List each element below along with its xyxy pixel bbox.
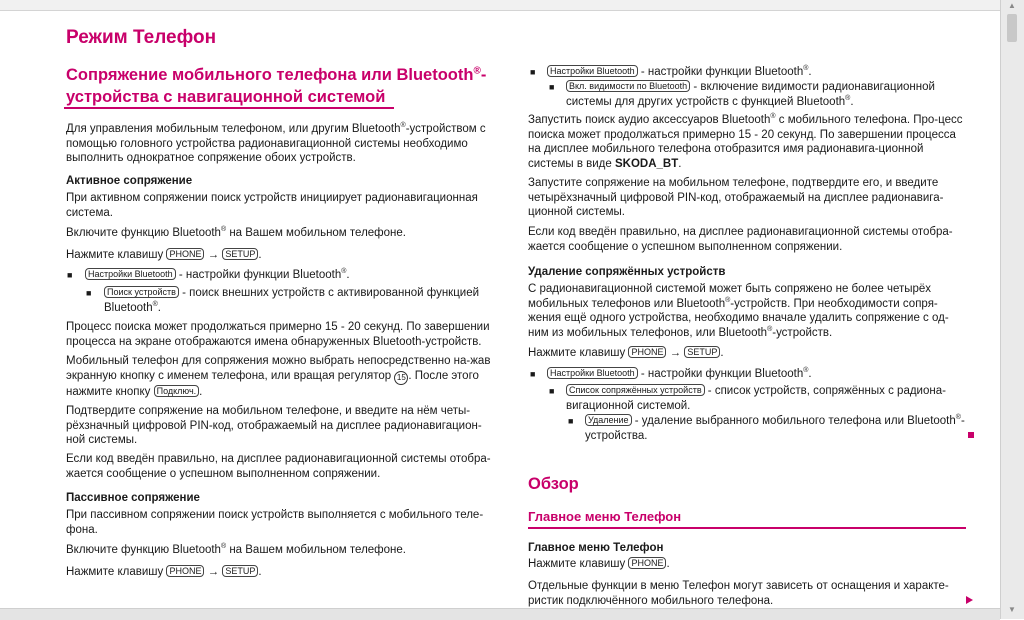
delete-devices-heading: Удаление сопряжённых устройств [528,266,726,278]
list-item: Список сопряжённых устройств - список устройств, сопряжённых с радиона-вигационной системой. [566,385,946,412]
phone-key: PHONE [628,557,666,569]
vertical-scrollbar[interactable] [1000,0,1024,619]
functions-paragraph: Отдельные функции в меню Телефон могут зависеть от оснащения и характе-ристик подключённого мобильного телефона. [528,580,949,607]
start-pairing-paragraph: Запустите сопряжение на мобильном телефоне, подтвердите его, и введите четырёхзначный цифровой PIN-код, отображаемый на дисплее радионавига-ционной системы. [528,177,944,218]
active-pairing-paragraph: При активном сопряжении поиск устройств инициирует радионавигационная система. [66,192,478,219]
scroll-down-icon[interactable]: ▼ [1008,605,1016,614]
bullet-square-icon: ■ [530,67,536,77]
pairing-success-paragraph-2: Если код введён правильно, на дисплее радионавигационной системы отобра-жается сообщение о успешном выполненном сопряжении. [528,226,953,253]
select-phone-paragraph: Мобильный телефон для сопряжения можно выбрать непосредственно на-жав экранную кнопку с именем телефона, или вращая регулятор 15 . После этого нажмите кнопку Подключ. . [66,355,491,398]
list-item: Настройки Bluetooth - настройки функции Bluetooth®. [547,367,967,382]
scroll-up-icon[interactable]: ▲ [1008,1,1016,10]
horizontal-scrollbar[interactable] [0,608,1000,620]
overview-heading: Обзор [528,475,579,493]
list-item: Поиск устройств - поиск внешних устройств с активированной функцией Bluetooth®. [104,287,480,314]
delete-devices-paragraph: С радионавигационной системой может быть сопряжено не более четырёх мобильных телефонов или Bluetooth®-устройств. При необходимости сопря-жения ещё одного устройства, необходимо вначале удалить сопряжение с од-ним из мобильных телефонов, или Bluetooth®-устройств. [528,283,949,339]
search-duration-paragraph: Процесс поиска может продолжаться примерно 15 - 20 секунд. По завершении процесса на экране отображаются имена обнаруженных Bluetooth-устройств. [66,321,490,348]
bullet-square-icon: ■ [549,386,555,396]
main-menu-underline [528,527,966,529]
phone-key: PHONE [166,248,204,260]
main-menu-heading: Главное меню Телефон [528,509,682,524]
bullet-square-icon: ■ [67,270,73,280]
setup-key: SETUP [222,248,258,260]
pairing-success-paragraph: Если код введён правильно, на дисплее радионавигационной системы отобра-жается сообщение о успешном выполненном сопряжении. [66,453,491,480]
knob-15-icon: 15 [394,371,408,385]
press-key-paragraph-2: Нажмите клавишу PHONE → SETUP . [66,566,262,578]
page-title: Режим Телефон [66,27,217,48]
section-title: Сопряжение мобильного телефона или Bluetooth®- устройства с навигационной системой [66,65,487,106]
list-item: Вкл. видимости по Bluetooth - включение видимости радионавигационной системы для других устройств с функцией Bluetooth®. [566,81,935,108]
list-item: Настройки Bluetooth - настройки функции Bluetooth®. [547,65,967,80]
bullet-square-icon: ■ [549,82,555,92]
viewer-top-bar [0,0,1024,11]
main-menu-subheading: Главное меню Телефон [528,542,664,554]
section-end-marker-icon [968,432,974,438]
list-item: Удаление - удаление выбранного мобильного телефона или Bluetooth®-устройства. [585,414,965,442]
bullet-square-icon: ■ [568,416,574,426]
phone-key: PHONE [166,565,204,577]
scrollbar-thumb[interactable] [1007,14,1017,42]
list-item: Настройки Bluetooth - настройки функции Bluetooth®. [85,268,500,283]
setup-key: SETUP [684,346,720,358]
audio-search-paragraph: Запустить поиск аудио аксессуаров Bluetooth® с мобильного телефона. Про-цесс поиска может продолжаться примерно 15 - 20 секунд. По завершении процесса на дисплее мобильного телефона отобразится имя радионавига-ционной системы в виде SKODA_BT. [528,113,963,170]
passive-pairing-heading: Пассивное сопряжение [66,492,200,504]
passive-pairing-paragraph: При пассивном сопряжении поиск устройств выполняется с мобильного теле-фона. [66,509,484,536]
intro-paragraph: Для управления мобильным телефоном, или другим Bluetooth®-устройством с помощью головного устройства радионавигационной системы необходимо выполнить однократное сопряжение обоих устройств. [66,122,486,164]
press-phone-paragraph: Нажмите клавишу PHONE . [528,558,670,570]
connect-key: Подключ. [154,385,200,397]
confirm-pairing-paragraph: Подтвердите сопряжение на мобильном телефоне, и введите на нём четы-рёхзначный цифровой PIN-код, отображаемый на дисплее радионавигацион-ной системы. [66,405,482,446]
section-title-underline [64,107,394,109]
bullet-square-icon: ■ [530,369,536,379]
press-key-paragraph-3: Нажмите клавишу PHONE → SETUP . [528,347,724,359]
continue-arrow-icon [966,596,973,604]
active-pairing-heading: Активное сопряжение [66,175,193,187]
enable-bt-paragraph: Включите функцию Bluetooth® на Вашем мобильном телефоне. [66,226,406,239]
press-key-paragraph: Нажмите клавишу PHONE → SETUP . [66,249,262,261]
bullet-square-icon: ■ [86,288,92,298]
enable-bt-paragraph-2: Включите функцию Bluetooth® на Вашем мобильном телефоне. [66,543,406,556]
phone-key: PHONE [628,346,666,358]
setup-key: SETUP [222,565,258,577]
